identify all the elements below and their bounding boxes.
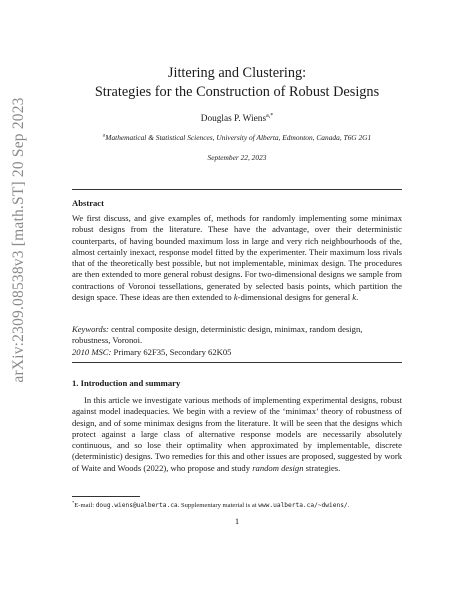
msc-text: Primary 62F35, Secondary 62K05 (111, 347, 232, 357)
affiliation-text: Mathematical & Statistical Sciences, University of Alberta, Edmonton, Canada, T6G 2G1 (105, 133, 372, 142)
author-line (40, 113, 434, 124)
affiliation-mark: a (102, 133, 106, 139)
author-name: Douglas P. Wiens (200, 114, 267, 125)
footnote-text: . Supplementary material is at (177, 502, 259, 510)
intro-text-2: strategies. (303, 462, 341, 473)
footnote-end: . (347, 502, 350, 510)
abstract-bottom-rule (72, 362, 402, 363)
keywords-text: central composite design, deterministic design, minimax, random design, robustness, Voronoi. (72, 324, 363, 346)
abstract-heading: Abstract (72, 198, 104, 208)
footnote (72, 498, 402, 510)
page-number: 1 (234, 516, 240, 526)
paper-title (40, 64, 434, 102)
section-heading: 1. Introduction and summary (72, 378, 181, 388)
keywords (72, 324, 402, 347)
author-marks: a,* (266, 113, 274, 119)
footnote-email-link[interactable]: doug.wiens@ualberta.ca (95, 502, 178, 510)
footnote-label: E-mail: (74, 502, 96, 510)
footnote-url-link[interactable]: www.ualberta.ca/~dwiens/ (258, 502, 348, 510)
abstract-body (72, 213, 402, 303)
footnote-rule (72, 496, 140, 497)
abstract-text-1: We first discuss, and give examples of, methods for randomly implementing some minimax robust designs from the literature. These have the advantage, over their deterministic counterparts, of having bounded maximum loss in large and very rich neighbourhoods of the, almost certainly inexact, response model fitted by the experimenter. Their maximum loss rivals that of the theoretically best possible, but not implementable, minimax design. The procedures are then extended to more general robust designs. For two-dimensional designs we sample from contractions of Voronoi tessellations, generated by selected basis points, which partition the design space. These ideas are then extended to (72, 213, 402, 303)
msc-label: 2010 MSC: (72, 347, 112, 357)
keywords-label: Keywords: (72, 324, 109, 334)
msc-classification (72, 347, 402, 358)
affiliation (40, 133, 434, 142)
abstract-k-2: k (352, 292, 357, 303)
abstract-text-3: . (356, 292, 359, 303)
arxiv-identifier[interactable]: arXiv:2309.08538v3 [math.ST] 20 Sep 2023 (10, 97, 27, 383)
title-line-2: Strategies for the Construction of Robust Designs (94, 84, 380, 100)
intro-emphasis: random design (252, 462, 304, 473)
footnote-mark: * (72, 500, 75, 505)
arxiv-stamp (4, 97, 34, 383)
title-line-1: Jittering and Clustering: (167, 65, 307, 81)
intro-text-1: In this article we investigate various methods of implementing experimental designs, robust against model inadequacies. We begin with a review of the ‘minimax’ theory of robustness of design, and of some minimax designs from the literature. It will be seen that the designs which protect against a large class of alternative response models are necessarily absolutely continuous, and so lose their optimality when approximated by implementable, discrete (deterministic) designs. Two remedies for this and other issues are proposed, suggested by work of Waite and Woods (2022), who propose and study (72, 395, 402, 473)
abstract-k-1: k (233, 292, 238, 303)
paper-date: September 22, 2023 (207, 153, 267, 162)
introduction-paragraph (72, 395, 402, 474)
abstract-text-2: -dimensional designs for general (237, 292, 353, 303)
abstract-top-rule (72, 189, 402, 190)
